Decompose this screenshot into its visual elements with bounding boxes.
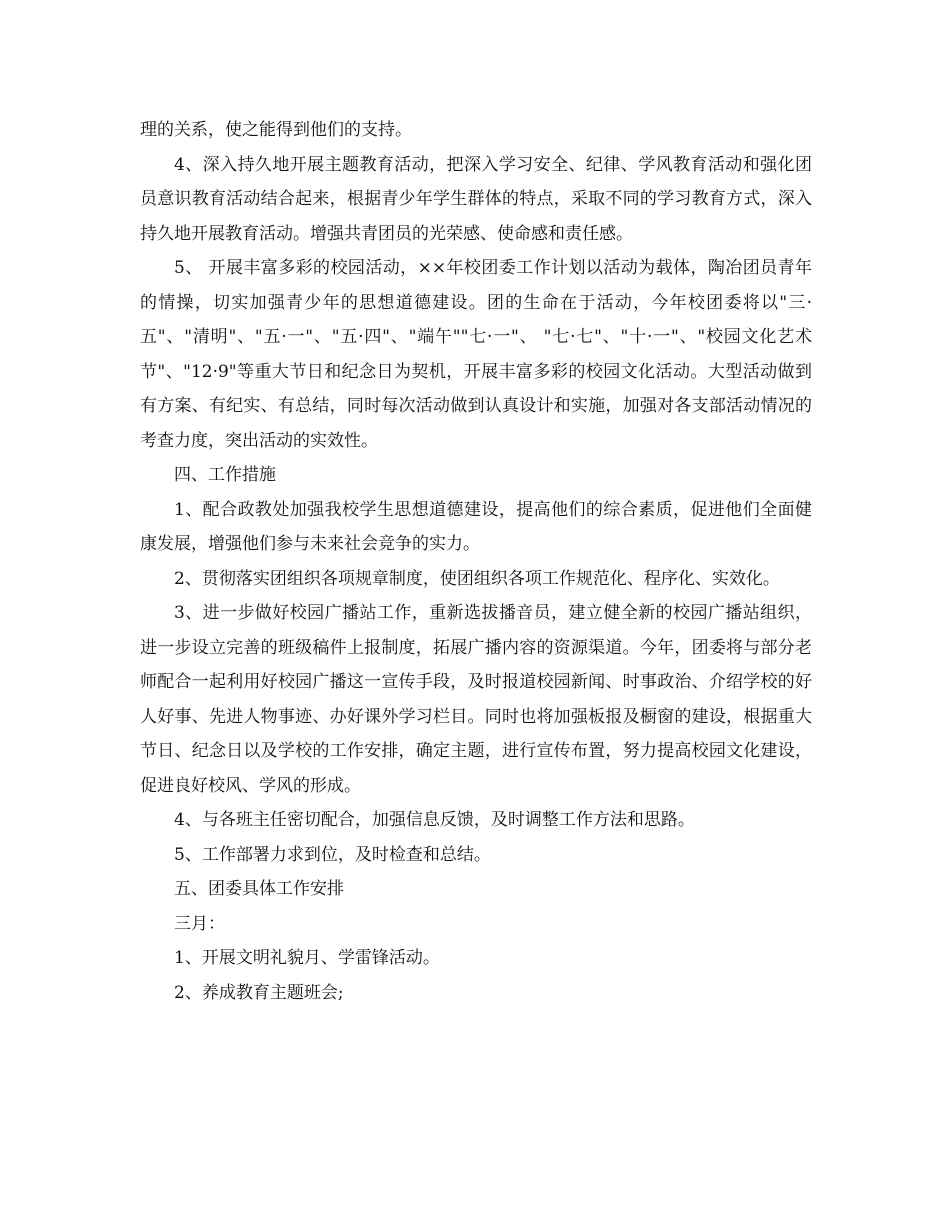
- section-heading-work-schedule: 五、团委具体工作安排: [174, 879, 344, 899]
- paragraph-continuation: 理的关系，使之能得到他们的支持。: [140, 120, 412, 140]
- paragraph-measure-3: 3、进一步做好校园广播站工作，重新选拔播音员，建立健全新的校园广播站组织，进一步设立完善的班级稿件上报制度，拓展广播内容的资源渠道。今年，团委将与部分老师配合一起利用好校园广播这一宣传手段，及时报道校园新闻、时事政治、介绍学校的好人好事、先进人物事迹、办好课外学习栏目。同时也将加强板报及橱窗的建设，根据重大节日、纪念日以及学校的工作安排，确定主题，进行宣传布置，努力提高校园文化建设，促进良好校风、学风的形成。: [140, 603, 812, 796]
- section-heading-work-measures: 四、工作措施: [174, 465, 276, 485]
- paragraph-measure-2: 2、贯彻落实团组织各项规章制度，使团组织各项工作规范化、程序化、实效化。: [174, 568, 780, 589]
- schedule-item-2: 2、养成教育主题班会;: [174, 982, 344, 1003]
- document-body: [140, 113, 812, 1010]
- paragraph-measure-4: 4、与各班主任密切配合，加强信息反馈，及时调整工作方法和思路。: [174, 810, 695, 830]
- schedule-item-1: 1、开展文明礼貌月、学雷锋活动。: [174, 948, 440, 968]
- paragraph-theme-education: 4、深入持久地开展主题教育活动，把深入学习安全、纪律、学风教育活动和强化团员意识教育活动结合起来，根据青少年学生群体的特点，采取不同的学习教育方式，深入持久地开展教育活动。增强共青团员的光荣感、使命感和责任感。: [140, 154, 812, 244]
- month-heading-march: 三月：: [174, 913, 225, 934]
- paragraph-campus-activities: 5、 开展丰富多彩的校园活动，××年校团委工作计划以活动为载体，陶冶团员青年的情操，切实加强青少年的思想道德建设。团的生命在于活动，今年校团委将以"三·五"、"清明"、"五·一"、"五·四"、"端午""七·一"、 "七·七"、"十·一"、"校园文化艺术节"、"12·9"等重大节日和纪念日为契机，开展丰富多彩的校园文化活动。大型活动做到有方案、有纪实、有总结，同时每次活动做到认真设计和实施，加强对各支部活动情况的考查力度，突出活动的实效性。: [140, 258, 812, 451]
- paragraph-measure-1: 1、配合政教处加强我校学生思想道德建设，提高他们的综合素质，促进他们全面健康发展，增强他们参与未来社会竞争的实力。: [140, 499, 812, 554]
- paragraph-measure-5: 5、工作部署力求到位，及时检查和总结。: [174, 844, 491, 865]
